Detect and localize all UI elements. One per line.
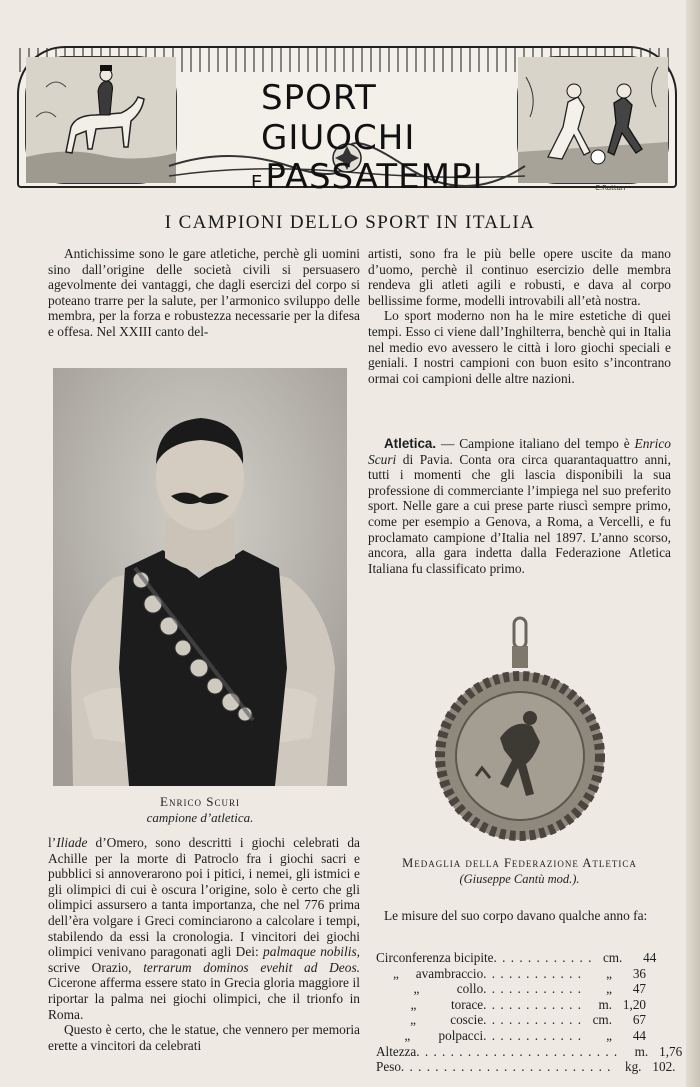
- illustrator-signature: C.Ruttan: [595, 184, 626, 192]
- horse-rider-illustration: [25, 56, 177, 184]
- caption-role: campione d’atletica.: [146, 810, 254, 825]
- right-column-intro: [368, 246, 671, 386]
- measure-label: collo: [456, 981, 484, 997]
- paragraph: l’Iliade d’Omero, sono descritti i giochi celebrati da Achille per la morte di Patroclo fra i giochi sacri e pubblici si annoverarono poi i pitici, i nemei, gli istmici e gli olimpici di cui è oscura l’origine, solo è certo che gli olimpici assursero a tanta importanza, che nel 776 prima dell’èra volgare i Greci cominciarono a calcolare i tempi, stabilendo da essi la cronologia. I vincitori dei giochi olimpici venivano paragonati agli Dei: palmaque nobilis, scrive Orazio, terrarum dominos evehit ad Deos. Cicerone afferma essere stato in Grecia gloria maggiore il riportar la palma nei giochi olimpici, che il trionfo in Roma.: [48, 835, 361, 1022]
- paragraph: Atletica. — Campione italiano del tempo è Enrico Scuri di Pavia. Conta ora circa quarantaquattro anni, tutti i momenti che gli lascia disponibili la sua professione di commerciante l’impiega nel suo preferito sport. Nelle gare a cui prese parte riuscì sempre primo, come per esempio a Genova, a Roma, a Vercelli, e fu proclamato campione d’Italia nel 1897. L’anno scorso, ancora, alla gara indetta dalla Federazione Atletica Italiana fu classificato primo.: [368, 436, 671, 576]
- measure-row: [376, 1028, 646, 1044]
- banner-title-line2: [251, 158, 495, 202]
- italic-text: Enrico Scuri: [368, 436, 671, 467]
- measure-value: 1,76: [659, 1043, 683, 1059]
- medal-caption-sub: (Giuseppe Cantù mod.).: [459, 872, 580, 886]
- measure-value: 36: [632, 965, 646, 981]
- ditto-mark: „: [410, 996, 417, 1012]
- banner-title-line1: SPORT GIUOCHI: [261, 78, 416, 158]
- ditto-mark: „: [410, 1012, 417, 1028]
- measure-label: torace: [450, 996, 484, 1012]
- italic-text: palmaque nobilis,: [263, 944, 360, 960]
- article-headline: I CAMPIONI DELLO SPORT IN ITALIA: [164, 212, 536, 233]
- measure-row: [376, 966, 646, 982]
- leader-dots: . . . . . . . . . . . . . . . . . . . . . . . . .: [400, 1059, 612, 1075]
- measure-unit: „: [606, 981, 612, 997]
- paragraph: Questo è certo, che le statue, che vennero per memoria erette a vincitori da celebrati: [48, 1022, 360, 1053]
- ditto-mark: „: [392, 965, 399, 981]
- measure-label: avambraccio: [415, 965, 484, 981]
- measure-label: Peso: [376, 1059, 401, 1075]
- measure-value: 44: [643, 950, 657, 965]
- measure-label: coscie: [450, 1012, 484, 1028]
- athlete-portrait-photo: [53, 368, 347, 786]
- leader-dots: . . . . . . . . . . . .: [483, 981, 582, 997]
- measure-row: [376, 1012, 646, 1028]
- italic-text: Iliade: [56, 835, 88, 850]
- paragraph: Lo sport moderno non ha le mire estetiche di quei tempi. Esso ci viene dall’Inghilterra, benchè qui in Italia nel medio evo avessero le città i loro giochi speciali e geniali. I nostri campioni con buon esito s’incontrano ormai coi campioni delle altre nazioni.: [368, 308, 671, 386]
- banner-title: [245, 78, 495, 197]
- measure-unit: m.: [598, 996, 612, 1012]
- atletica-section: [368, 436, 671, 576]
- measure-value: 44: [632, 1027, 646, 1043]
- banner-title-word: PASSATEMPI: [265, 157, 484, 197]
- measure-row: [376, 997, 646, 1013]
- measure-unit: „: [606, 965, 612, 981]
- measure-row: [376, 1059, 676, 1075]
- paragraph: Le misure del suo corpo davano qualche anno fa:: [384, 908, 648, 923]
- leader-dots: . . . . . . . . . . . .: [483, 965, 582, 981]
- paragraph: artisti, sono fra le più belle opere uscite da mano d’uomo, perchè il continuo esercizio delle membra rendeva gli atleti agili e robusti, e dava al corpo bellissime forme, modelli introvabili all’età nostra.: [368, 246, 671, 308]
- measure-value: 102.: [652, 1059, 676, 1075]
- measure-row: [376, 950, 657, 966]
- caption-name: Enrico Scuri: [160, 794, 240, 809]
- measure-value: 1,20: [622, 996, 646, 1012]
- measure-label: polpacci: [438, 1027, 484, 1043]
- measure-unit: kg.: [624, 1059, 642, 1075]
- leader-dots: . . . . . . . . . . . .: [493, 950, 593, 965]
- medal-caption: [368, 855, 671, 887]
- italic-text: terrarum dominos evehit ad Deos.: [143, 959, 361, 975]
- leader-dots: . . . . . . . . . . . .: [483, 1012, 582, 1028]
- leader-dots: . . . . . . . . . . . .: [483, 996, 582, 1012]
- measure-label: Altezza: [376, 1043, 417, 1059]
- measures-intro: [368, 908, 671, 924]
- measure-value: 47: [632, 981, 646, 997]
- left-column-continuation: [48, 835, 360, 1053]
- measure-value: 67: [632, 1012, 646, 1028]
- measure-label: Circonferenza bicipite: [376, 950, 494, 965]
- measure-unit: „: [606, 1027, 612, 1043]
- measure-unit: m.: [634, 1043, 649, 1059]
- paragraph: Antichissime sono le gare atletiche, perchè gli uomini sino dall’origine delle società civili si persuasero agevolmente dei vantaggi, che dagli esercizi del corpo si poteano trarre per la salute, per l’armonico sviluppo delle membra, per la forza e robustezza necessarie per la difesa e offesa. Nel XXIII canto del-: [48, 246, 360, 339]
- ditto-mark: „: [413, 981, 420, 997]
- page-edge: [686, 0, 700, 1087]
- measure-unit: cm.: [592, 1012, 612, 1028]
- section-lead: Atletica.: [384, 436, 437, 451]
- leader-dots: . . . . . . . . . . . . . . . . . . . . . . . .: [416, 1043, 619, 1059]
- medal-caption-title: Medaglia della Federazione Atletica: [402, 856, 637, 870]
- football-illustration: [517, 56, 669, 184]
- medal-illustration: [430, 618, 610, 848]
- photo-caption: [53, 794, 347, 826]
- header-banner: [17, 46, 677, 197]
- ditto-mark: „: [404, 1027, 411, 1043]
- measure-unit: cm.: [602, 950, 623, 965]
- left-column-intro: [48, 246, 360, 340]
- leader-dots: . . . . . . . . . . . .: [483, 1027, 582, 1043]
- measure-row: [376, 981, 646, 997]
- body-measurements-table: [376, 950, 683, 1075]
- measure-row: [376, 1043, 683, 1060]
- banner-title-small: E: [251, 172, 264, 193]
